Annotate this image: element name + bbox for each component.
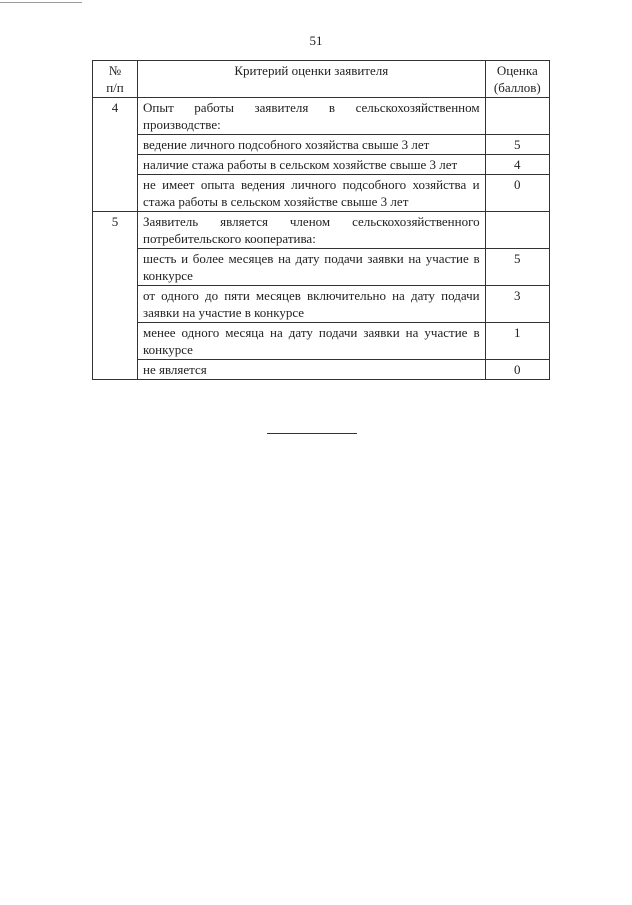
header-score <box>485 61 549 98</box>
table-row <box>93 360 550 380</box>
table-header-row <box>93 61 550 98</box>
score-cell: 3 <box>485 286 549 323</box>
header-score-line2: (баллов) <box>493 80 541 95</box>
criterion-cell: не имеет опыта ведения личного подсобного хозяйства и стажа работы в сельском хозяйстве свыше 3 лет <box>137 175 485 212</box>
table-row <box>93 135 550 155</box>
page-number: 51 <box>309 33 323 48</box>
criterion-cell: менее одного месяца на дату подачи заявки на участие в конкурсе <box>137 323 485 360</box>
score-cell: 0 <box>485 175 549 212</box>
table-row <box>93 323 550 360</box>
header-criterion: Критерий оценки заявителя <box>137 61 485 98</box>
group-4-title-score <box>485 98 549 135</box>
table-row <box>93 175 550 212</box>
criterion-cell: шесть и более месяцев на дату подачи заявки на участие в конкурсе <box>137 249 485 286</box>
table-row <box>93 286 550 323</box>
header-num <box>93 61 138 98</box>
group-5-title: Заявитель является членом сельскохозяйственного потребительского кооператива: <box>137 212 485 249</box>
group-5-title-score <box>485 212 549 249</box>
header-num-line1: № <box>108 63 122 78</box>
end-of-document-rule <box>267 433 357 434</box>
table-row <box>93 155 550 175</box>
header-num-line2: п/п <box>106 80 124 95</box>
table-row <box>93 249 550 286</box>
group-4-title: Опыт работы заявителя в сельскохозяйственном производстве: <box>137 98 485 135</box>
criteria-table <box>92 60 550 380</box>
group-5-num: 5 <box>93 212 138 380</box>
score-cell: 5 <box>485 249 549 286</box>
group-5-title-row <box>93 212 550 249</box>
group-4-num: 4 <box>93 98 138 212</box>
criterion-cell: не является <box>137 360 485 380</box>
score-cell: 1 <box>485 323 549 360</box>
score-cell: 5 <box>485 135 549 155</box>
score-cell: 0 <box>485 360 549 380</box>
score-cell: 4 <box>485 155 549 175</box>
header-score-line1: Оценка <box>496 63 538 78</box>
scan-artifact-line <box>0 2 82 3</box>
criterion-cell: наличие стажа работы в сельском хозяйстве свыше 3 лет <box>137 155 485 175</box>
group-4-title-row <box>93 98 550 135</box>
criterion-cell: от одного до пяти месяцев включительно на дату подачи заявки на участие в конкурсе <box>137 286 485 323</box>
criterion-cell: ведение личного подсобного хозяйства свыше 3 лет <box>137 135 485 155</box>
